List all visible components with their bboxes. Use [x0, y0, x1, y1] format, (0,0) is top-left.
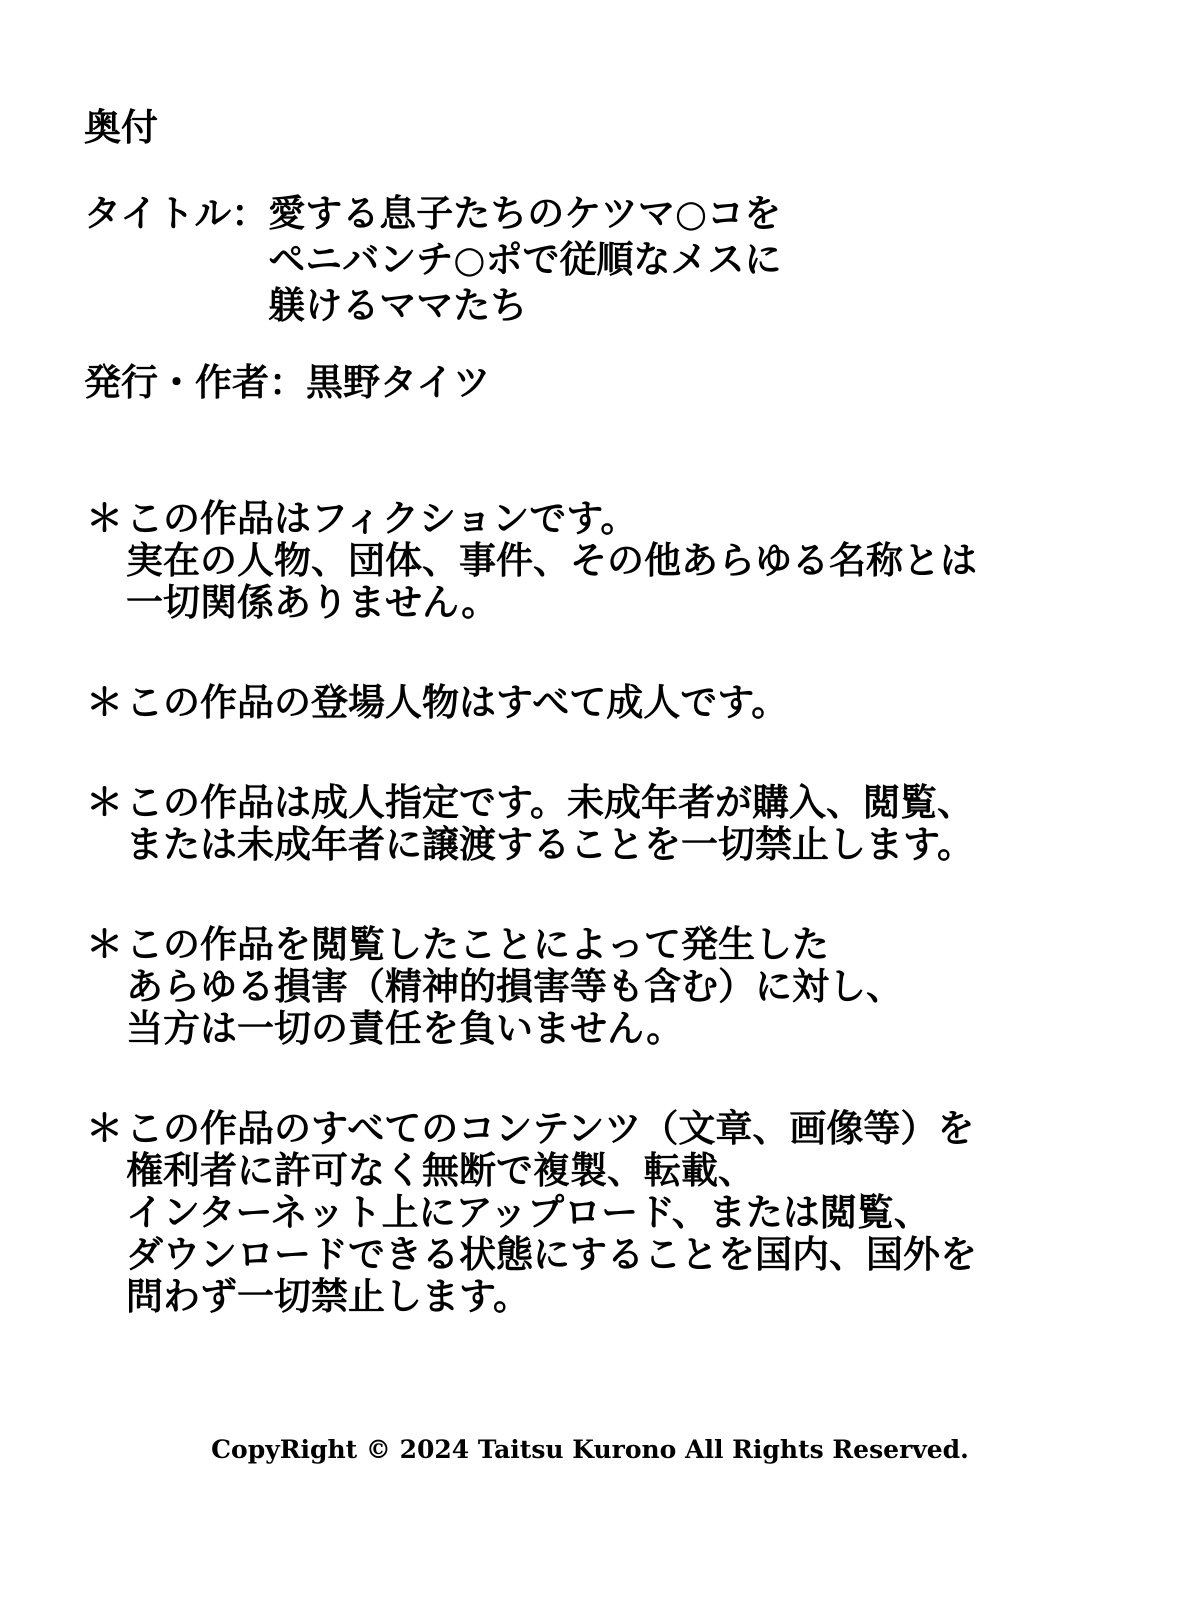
- notice-liability: [86, 923, 1176, 1049]
- title-label: タイトル: [84, 191, 232, 235]
- notice-line: 実在の人物、団体、事件、その他あらゆる名称とは: [126, 538, 977, 582]
- title-line: 躾けるママたち: [268, 283, 528, 327]
- author-label: 発行・作者: [84, 360, 269, 404]
- asterisk-icon: ＊: [86, 496, 123, 540]
- asterisk-icon: ＊: [86, 780, 123, 824]
- notice-adults: [86, 681, 1176, 723]
- notice-text: [126, 923, 903, 1049]
- notice-line: この作品を閲覧したことによって発生した: [126, 922, 829, 966]
- notice-line: この作品のすべてのコンテンツ（文章、画像等）を: [126, 1106, 975, 1150]
- notice-fiction: [86, 497, 1176, 623]
- notice-line: あらゆる損害（精神的損害等も含む）に対し、: [126, 964, 903, 1008]
- title-line: 愛する息子たちのケツマ○コを: [268, 191, 782, 235]
- notice-line: または未成年者に譲渡することを一切禁止します。: [126, 822, 975, 866]
- author-separator: ：: [269, 360, 306, 404]
- title-separator: ：: [231, 191, 269, 235]
- title-line: ペニバンチ○ポで従順なメスに: [268, 237, 782, 281]
- notice-line: 一切関係ありません。: [126, 580, 499, 624]
- notice-text: [126, 681, 788, 723]
- author-row: [84, 359, 490, 405]
- notice-line: 問わず一切禁止します。: [126, 1274, 531, 1318]
- asterisk-icon: ＊: [86, 922, 123, 966]
- notice-line: この作品はフィクションです。: [126, 496, 638, 540]
- notice-line: インターネット上にアップロード、または閲覧、: [126, 1190, 931, 1234]
- copyright-notice: CopyRight © 2024 Taitsu Kurono All Rights Reserved.: [211, 1435, 969, 1464]
- notice-line: 権利者に許可なく無断で複製、転載、: [126, 1148, 755, 1192]
- notice-text: [126, 781, 974, 865]
- notice-line: ダウンロードできる状態にすることを国内、国外を: [126, 1232, 977, 1276]
- title-value: [268, 190, 781, 328]
- page-heading: 奥付: [84, 105, 158, 149]
- notice-text: [126, 1107, 977, 1317]
- notice-line: この作品の登場人物はすべて成人です。: [126, 680, 789, 724]
- title-row: [84, 190, 782, 328]
- asterisk-icon: ＊: [86, 680, 123, 724]
- author-value: 黒野タイツ: [306, 360, 491, 404]
- notice-text: [126, 497, 977, 623]
- notice-line: この作品は成人指定です。未成年者が購入、閲覧、: [126, 780, 975, 824]
- asterisk-icon: ＊: [86, 1106, 123, 1150]
- notice-list: [86, 497, 1176, 1375]
- notice-copyright-restriction: [86, 1107, 1176, 1317]
- notice-age-restriction: [86, 781, 1176, 865]
- notice-line: 当方は一切の責任を負いません。: [126, 1006, 684, 1050]
